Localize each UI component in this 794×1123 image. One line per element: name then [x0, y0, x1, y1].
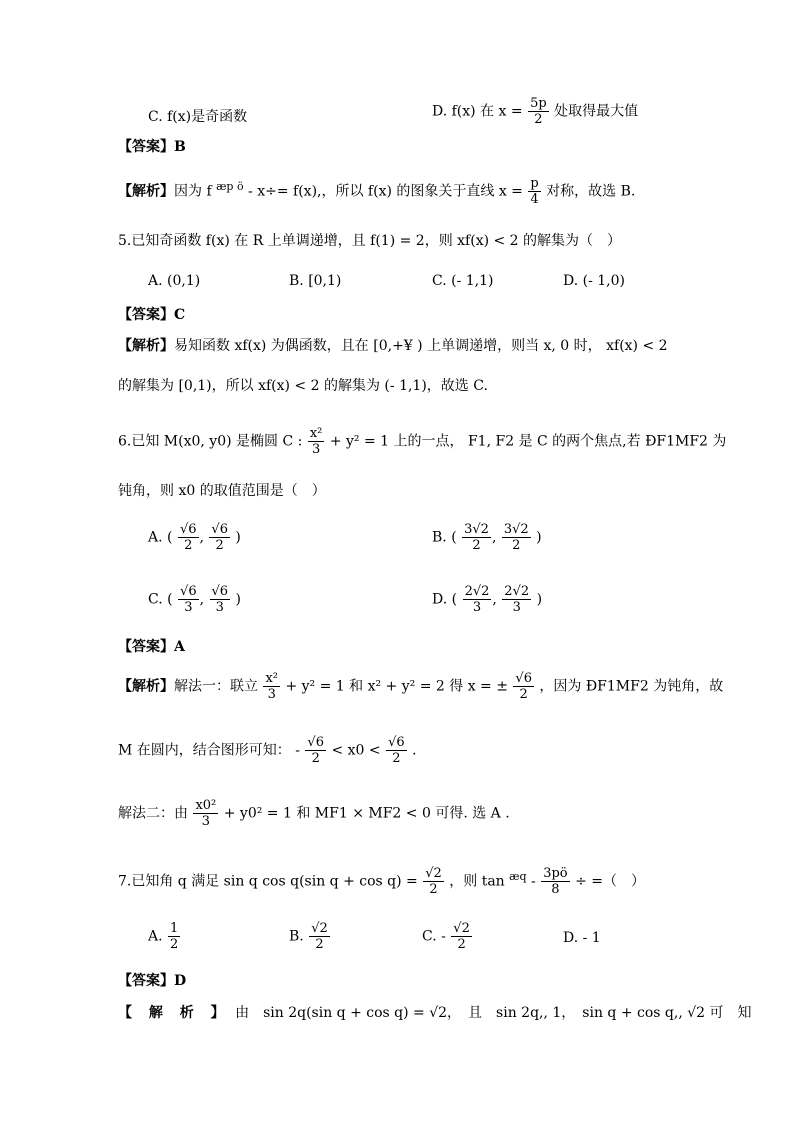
q4-analysis-den: 4 [530, 192, 539, 208]
q6-analysis3-num: x0² [195, 798, 217, 813]
q7-analysis [118, 1003, 752, 1023]
q6-option-a-label: A. [148, 529, 163, 546]
q7-option-c-label: C. - [422, 928, 446, 945]
q5-option-b: B. [0,1) [289, 273, 342, 289]
q5-analysis-1-text: 易知函数 xf(x) 为偶函数，且在 [0,+¥ ) 上单调递增，则当 x, 0 时， xf(x) < 2 [174, 338, 668, 354]
q4-option-d-post: 处取得最大值 [554, 103, 639, 120]
q7-option-c-frac [451, 921, 472, 952]
q7-question-d: - [531, 873, 536, 890]
q5-option-c: C. (- 1,1) [432, 273, 494, 289]
q6-question-num: x² [309, 426, 323, 441]
q4-analysis-c: 对称，故选 B. [546, 183, 636, 200]
q7-option-b-num: √2 [311, 921, 328, 936]
q5-option-d: D. (- 1,0) [563, 273, 625, 289]
q7-option-a-num: 1 [170, 921, 179, 936]
q6-option-b-frac2 [502, 522, 531, 553]
q4-analysis-fraction [528, 176, 540, 207]
q6-analysis2-num1: √6 [307, 735, 324, 750]
q7-analysis-text: 由 sin 2q(sin q + cos q) = √2， 且 sin 2q,, 1， sin q + cos q,, √2 可 知 [235, 1005, 752, 1021]
q5-question: 5.已知奇函数 f(x) 在 R 上单调递增，且 f(1) = 2，则 xf(x) < 2 的解集为（ ） [118, 233, 622, 249]
q4-analysis-num: p [530, 176, 539, 192]
q6-analysis3-b: + y0² = 1 和 MF1 × MF2 < 0 可得. 选 A . [223, 805, 510, 822]
q7-question-c: æq [509, 870, 527, 883]
q6-answer: 【答案】A [118, 639, 185, 655]
q6-analysis-label: 【解析】 [118, 678, 174, 695]
q6-option-a-num1: √6 [179, 522, 197, 537]
q6-question-b: + y² = 1 上的一点， F1, F2 是 C 的两个焦点,若 ÐF1MF2 为 [329, 433, 727, 450]
q7-question-e: ÷ =（ ） [575, 873, 645, 890]
q7-option-c [422, 921, 473, 952]
q6-option-a-frac1 [178, 522, 199, 553]
q7-question [118, 862, 645, 897]
q4-option-d-den: 2 [534, 112, 543, 127]
q6-analysis-den1: 3 [267, 687, 276, 702]
q6-option-b: B. ( $\frac{3√2}{2}$ , $\frac{3√2}{2}$ ) [432, 522, 542, 553]
q4-option-d [432, 96, 638, 127]
q6-analysis-frac1 [263, 671, 280, 702]
q6-option-b-num1: 3√2 [464, 522, 489, 537]
q6-option-c-den2: 3 [215, 600, 224, 615]
q6-option-d-den2: 3 [512, 600, 521, 615]
q6-option-a-den2: 2 [215, 538, 224, 553]
q6-option-b-den2: 2 [512, 538, 521, 553]
q6-option-c-label: C. [148, 591, 163, 608]
q4-analysis-b: - x÷= f(x),，所以 f(x) 的图象关于直线 x = [248, 183, 523, 200]
q6-option-a-num2: √6 [211, 522, 228, 537]
q6-analysis2-frac2 [386, 735, 407, 766]
q6-question-den: 3 [311, 442, 321, 457]
q7-question-num2: 3pö [543, 866, 568, 882]
q7-question-b: ，则 tan [449, 873, 505, 890]
q6-analysis2-num2: √6 [388, 735, 405, 750]
q4-analysis [118, 172, 635, 207]
q6-option-a: A. ( $\frac{√6}{2}$ , $\frac{√6}{2}$ ) [148, 522, 241, 553]
q6-question-a: 6.已知 M(x0, y0) 是椭圆 C : [118, 433, 303, 450]
q4-option-d-fraction [528, 96, 549, 127]
q6-option-a-frac2 [209, 522, 230, 553]
q7-option-b-label: B. [289, 928, 304, 945]
q6-analysis-1 [118, 671, 723, 702]
q4-answer: 【答案】B [118, 139, 186, 155]
q4-analysis-frag: æp ö [216, 180, 244, 193]
q6-option-c: C. ( $\frac{√6}{3}$ , $\frac{√6}{3}$ ) [148, 584, 241, 615]
q6-option-c-num1: √6 [180, 584, 197, 599]
q6-analysis-num2: √6 [515, 671, 532, 686]
q6-analysis2-den1: 2 [311, 751, 320, 766]
q6-analysis-den2: 2 [519, 687, 528, 702]
q7-analysis-label: 【 解 析 】 [118, 1005, 231, 1021]
q4-analysis-a: 因为 f [174, 183, 212, 200]
q4-option-d-num: 5p [530, 96, 547, 111]
q7-answer: 【答案】D [118, 973, 187, 989]
q7-option-d: D. - 1 [563, 930, 601, 946]
q7-question-a: 7.已知角 q 满足 sin q cos q(sin q + cos q) = [118, 873, 418, 890]
q7-question-frac2 [541, 866, 569, 897]
q5-analysis-label: 【解析】 [118, 338, 174, 354]
q7-question-num1: √2 [425, 866, 442, 882]
q7-option-a-label: A. [148, 928, 163, 945]
q6-analysis2-b: < x0 < [331, 742, 381, 759]
q6-option-d-den1: 3 [472, 600, 482, 615]
q7-option-b-den: 2 [315, 937, 324, 952]
q5-analysis-1 [118, 336, 668, 356]
q6-analysis2-frac1 [305, 735, 326, 766]
q6-option-d-num2: 2√2 [504, 584, 530, 599]
q6-option-c-frac1 [178, 584, 199, 615]
q6-question [118, 426, 726, 457]
q6-analysis3-den: 3 [201, 814, 210, 829]
q6-analysis-num1: x² [265, 671, 278, 686]
q4-option-d-pre: D. f(x) 在 x = [432, 103, 523, 120]
q6-option-b-label: B. [432, 529, 447, 546]
q6-analysis3-a: 解法二：由 [118, 805, 188, 822]
q6-analysis-c: ，因为 ÐF1MF2 为钝角，故 [539, 678, 724, 695]
q7-option-a [148, 921, 181, 952]
q7-question-den2: 8 [551, 882, 560, 898]
q6-option-c-den1: 3 [184, 600, 193, 615]
q7-option-b [289, 921, 331, 952]
q6-option-d: D. ( $\frac{2√2}{3}$ , $\frac{2√2}{3}$ ) [432, 584, 543, 615]
q4-analysis-label: 【解析】 [118, 183, 174, 200]
q4-option-c: C. f(x)是奇函数 [148, 109, 248, 125]
q6-question-line2: 钝角，则 x0 的取值范围是（ ） [118, 483, 326, 499]
q5-answer: 【答案】C [118, 307, 186, 323]
q7-question-den1: 2 [429, 882, 438, 898]
q6-analysis2-c: . [412, 742, 417, 759]
q6-analysis2-a: M 在圆内，结合图形可知： - [118, 742, 300, 759]
q7-option-a-frac [168, 921, 180, 952]
q6-option-b-frac1 [462, 522, 491, 553]
q7-option-c-den: 2 [457, 937, 466, 952]
q6-option-b-num2: 3√2 [503, 522, 529, 537]
q7-question-frac1 [423, 866, 444, 897]
q6-analysis-2 [118, 735, 417, 766]
q6-option-d-label: D. [432, 591, 448, 608]
q6-option-b-den1: 2 [472, 538, 481, 553]
q6-option-a-den1: 2 [184, 538, 193, 553]
q7-option-c-num: √2 [453, 921, 470, 936]
q6-analysis-3 [118, 798, 510, 829]
q6-option-d-frac1 [463, 584, 492, 615]
q6-question-fraction [308, 426, 325, 457]
q5-analysis-2: 的解集为 [0,1)，所以 xf(x) < 2 的解集为 (- 1,1)，故选 C. [118, 378, 488, 394]
q6-analysis-b: + y² = 1 和 x² + y² = 2 得 x = ± [285, 678, 508, 695]
q6-analysis3-frac [193, 798, 218, 829]
q5-option-a: A. (0,1) [148, 273, 201, 289]
q6-option-c-frac2 [210, 584, 231, 615]
q6-analysis-a: 解法一：联立 [174, 678, 258, 695]
q6-option-c-num2: √6 [211, 584, 229, 599]
q6-analysis-frac2 [513, 671, 534, 702]
q6-option-d-num1: 2√2 [464, 584, 490, 599]
q6-option-d-frac2 [502, 584, 531, 615]
q6-analysis2-den2: 2 [392, 751, 401, 766]
q7-option-b-frac [309, 921, 330, 952]
q7-option-a-den: 2 [170, 937, 179, 952]
